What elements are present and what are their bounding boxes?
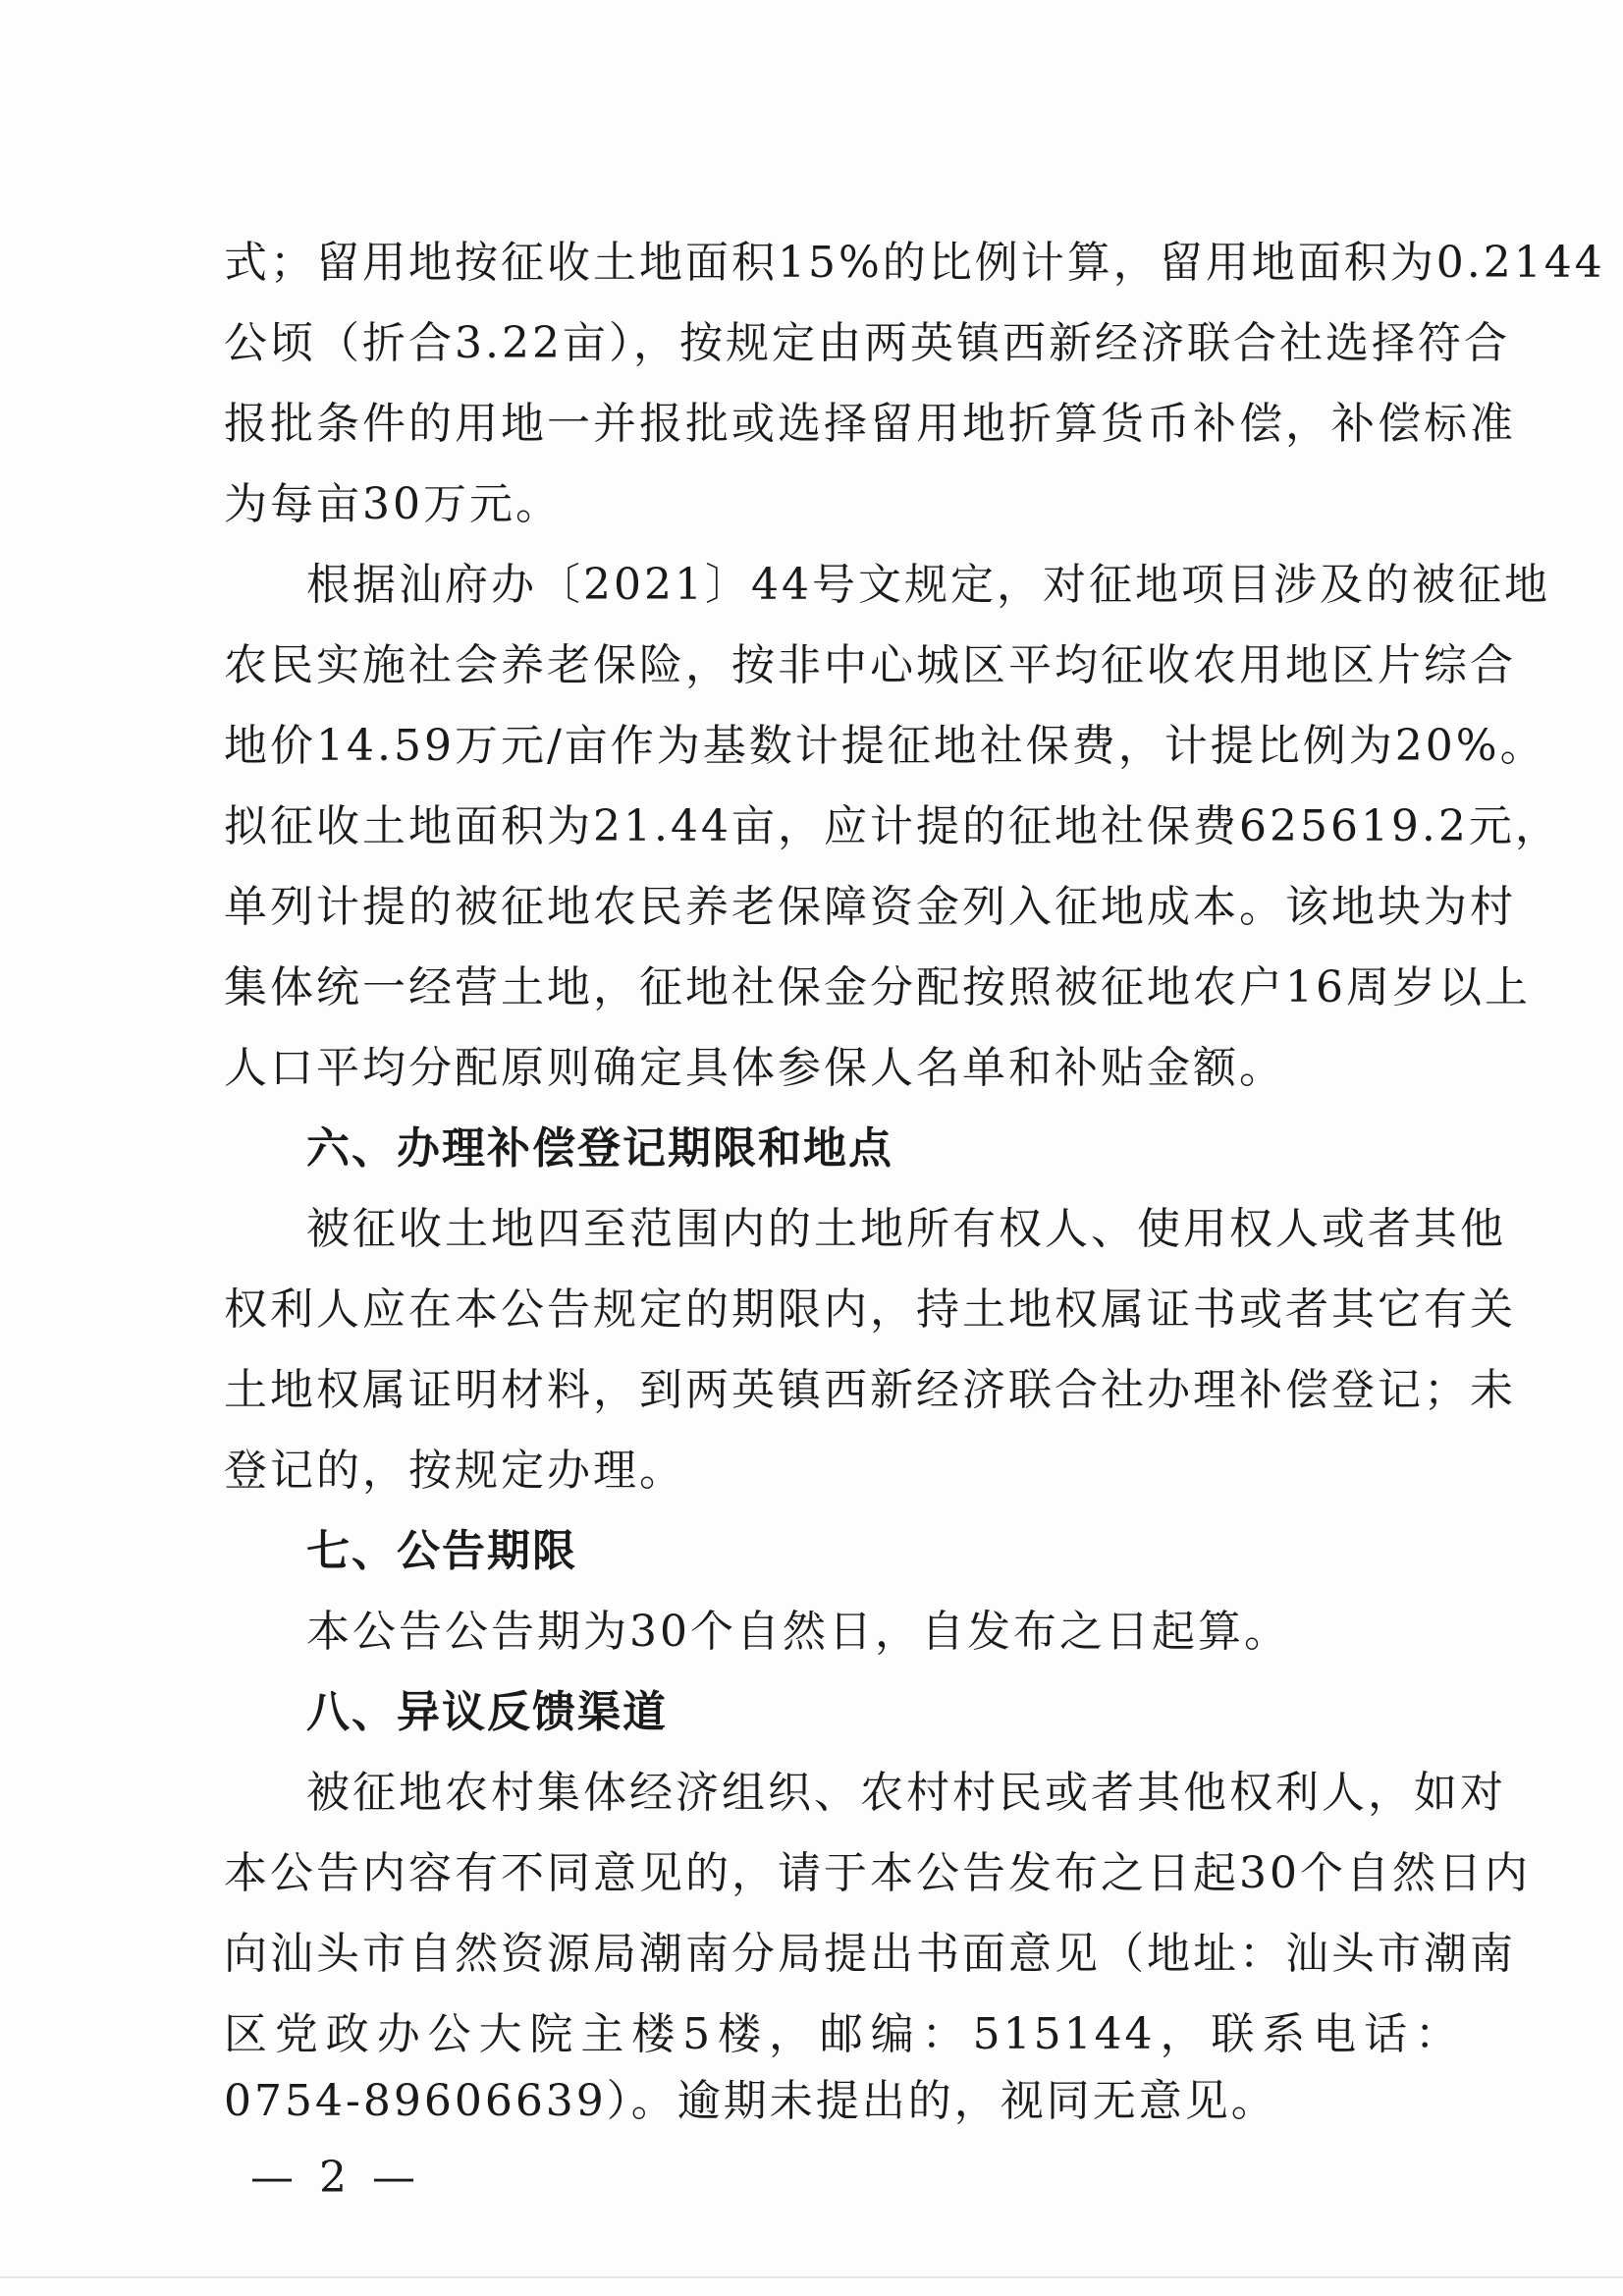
text-line-11: 人口平均分配原则确定具体参保人名单和补贴金额。	[224, 1043, 1285, 1093]
text-line-16: 登记的，按规定办理。	[224, 1446, 685, 1496]
text-line-20: 被征地农村集体经济组织、农村村民或者其他权利人，如对	[306, 1768, 1506, 1818]
text-line-18: 本公告公告期为30个自然日，自发布之日起算。	[306, 1607, 1290, 1657]
scan-edge-divider	[0, 2276, 1623, 2278]
text-line-8: 拟征收土地面积为21.44亩，应计提的征地社保费625619.2元，	[224, 801, 1561, 851]
text-line-21: 本公告内容有不同意见的，请于本公告发布之日起30个自然日内	[224, 1848, 1531, 1898]
text-line-2: 公顷（折合3.22亩），按规定由两英镇西新经济联合社选择符合	[224, 318, 1510, 368]
section-heading-6: 六、办理补偿登记期限和地点	[306, 1123, 893, 1174]
text-line-7: 地价14.59万元/亩作为基数计提征地社保费，计提比例为20%。	[224, 721, 1546, 771]
text-line-23: 区党政办公大院主楼5楼，邮编：515144，联系电话：	[224, 2009, 1461, 2059]
text-line-6: 农民实施社会养老保险，按非中心城区平均征收农用地区片综合	[224, 640, 1516, 690]
text-line-3: 报批条件的用地一并报批或选择留用地折算货币补偿，补偿标准	[224, 399, 1516, 449]
section-heading-8: 八、异议反馈渠道	[306, 1687, 668, 1737]
section-heading-7: 七、公告期限	[306, 1526, 577, 1576]
text-line-9: 单列计提的被征地农民养老保障资金列入征地成本。该地块为村	[224, 882, 1516, 932]
text-line-15: 土地权属证明材料，到两英镇西新经济联合社办理补偿登记；未	[224, 1365, 1516, 1415]
text-line-10: 集体统一经营土地，征地社保金分配按照被征地农户16周岁以上	[224, 962, 1531, 1012]
text-line-4: 为每亩30万元。	[224, 479, 562, 529]
text-line-5: 根据汕府办〔2021〕44号文规定，对征地项目涉及的被征地	[306, 560, 1550, 610]
text-line-24: 0754-89606639）。逾期未提出的，视同无意见。	[224, 2076, 1277, 2126]
page-number: — 2 —	[250, 2153, 421, 2203]
text-line-13: 被征收土地四至范围内的土地所有权人、使用权人或者其他	[306, 1204, 1506, 1254]
text-line-1: 式；留用地按征收土地面积15%的比例计算，留用地面积为0.2144	[224, 238, 1605, 288]
text-line-22: 向汕头市自然资源局潮南分局提出书面意见（地址：汕头市潮南	[224, 1929, 1516, 1979]
text-line-14: 权利人应在本公告规定的期限内，持土地权属证书或者其它有关	[224, 1285, 1516, 1335]
